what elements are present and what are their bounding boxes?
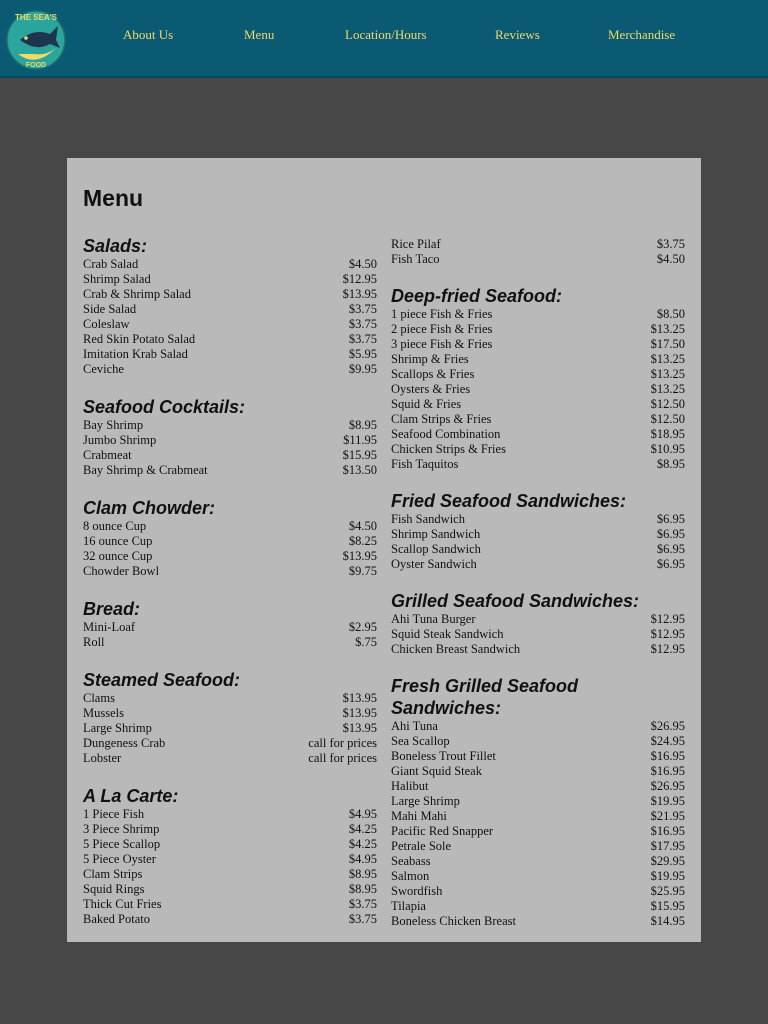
menu-item (391, 734, 685, 749)
menu-item (391, 352, 685, 367)
menu-item (83, 347, 377, 362)
menu-item (391, 442, 685, 457)
menu-item-price: $6.95 (656, 512, 685, 526)
menu-item-name: Fish Sandwich (391, 512, 465, 526)
menu-item-name: Halibut (391, 779, 429, 793)
menu-item (391, 382, 685, 397)
section-heading: Deep-fried Seafood: (391, 286, 563, 306)
menu-item-name: Bay Shrimp (83, 418, 144, 432)
menu-item (83, 257, 377, 272)
menu-item-price: $21.95 (650, 809, 685, 823)
menu-item-price: $13.95 (342, 549, 377, 563)
menu-item-name: Red Skin Potato Salad (83, 332, 196, 346)
menu-item-name: Bay Shrimp & Crabmeat (83, 463, 208, 477)
menu-item (391, 764, 685, 779)
menu-item-price: $13.25 (650, 367, 685, 381)
menu-item-price: $10.95 (650, 442, 685, 456)
menu-item (83, 332, 377, 347)
menu-item (391, 367, 685, 382)
nav-menu[interactable]: Menu (244, 27, 275, 42)
menu-item-price: $2.95 (348, 620, 377, 634)
menu-item (391, 824, 685, 839)
menu-item-price: $16.95 (650, 824, 685, 838)
menu-item-price: $19.95 (650, 794, 685, 808)
menu-item-price: $24.95 (650, 734, 685, 748)
menu-item-name: Ceviche (83, 362, 124, 376)
menu-item (391, 612, 685, 627)
menu-item-price: $11.95 (343, 433, 377, 447)
menu-item-name: Large Shrimp (391, 794, 460, 808)
menu-item-name: Mahi Mahi (391, 809, 447, 823)
menu-item-name: Fish Taquitos (391, 457, 459, 471)
menu-item-price: $3.75 (348, 332, 377, 346)
menu-item (391, 779, 685, 794)
menu-item (391, 899, 685, 914)
menu-item-price: $15.95 (650, 899, 685, 913)
site-header (0, 0, 768, 78)
menu-item-name: Chowder Bowl (83, 564, 160, 578)
menu-item-name: Crab & Shrimp Salad (83, 287, 191, 301)
menu-item-price: $16.95 (650, 749, 685, 763)
menu-item (391, 884, 685, 899)
menu-item (391, 527, 685, 542)
menu-item-price: $12.95 (650, 642, 685, 656)
menu-item-name: 2 piece Fish & Fries (391, 322, 493, 336)
menu-item-name: 8 ounce Cup (83, 519, 147, 533)
menu-item (83, 635, 377, 650)
menu-item-price: $3.75 (348, 317, 377, 331)
menu-item-name: 3 Piece Shrimp (83, 822, 160, 836)
menu-item-name: Oysters & Fries (391, 382, 471, 396)
menu-panel (67, 158, 701, 942)
menu-item-price: $13.95 (342, 706, 377, 720)
menu-item-price: $4.50 (656, 252, 685, 266)
menu-item-name: Pacific Red Snapper (391, 824, 494, 838)
menu-item (391, 642, 685, 657)
menu-item-name: Baked Potato (83, 912, 151, 926)
menu-item-price: $4.95 (348, 852, 377, 866)
menu-item-name: Chicken Strips & Fries (391, 442, 506, 456)
menu-item (83, 852, 377, 867)
menu-item-price: $15.95 (342, 448, 377, 462)
menu-item-price: $6.95 (656, 527, 685, 541)
menu-item-price: $3.75 (348, 912, 377, 926)
menu-section-fresh-grilled-seafood (391, 675, 685, 929)
menu-item-name: 16 ounce Cup (83, 534, 153, 548)
menu-item-price: $5.95 (348, 347, 377, 361)
page-title: Menu (83, 185, 144, 211)
menu-item (391, 237, 685, 252)
menu-item-name: Shrimp & Fries (391, 352, 469, 366)
menu-item-name: Boneless Trout Fillet (391, 749, 496, 763)
menu-item-price: $8.95 (656, 457, 685, 471)
menu-item-price: $17.95 (650, 839, 685, 853)
menu-section-bread (83, 598, 377, 650)
menu-section-grilled-seafood-sandwiches (391, 590, 685, 657)
menu-item (391, 542, 685, 557)
menu-item-price: $8.95 (348, 418, 377, 432)
menu-item-name: Thick Cut Fries (83, 897, 162, 911)
nav-location-hours[interactable]: Location/Hours (345, 27, 427, 42)
menu-item-name: 5 Piece Scallop (83, 837, 161, 851)
menu-column-left (83, 235, 377, 927)
section-heading: Fried Seafood Sandwiches: (391, 491, 627, 511)
menu-item-price: $29.95 (650, 854, 685, 868)
menu-item-name: Mussels (83, 706, 124, 720)
menu-item-name: Side Salad (83, 302, 137, 316)
menu-item-price: $8.25 (348, 534, 377, 548)
menu-item-price: $3.75 (348, 897, 377, 911)
menu-item-name: Salmon (391, 869, 430, 883)
menu-item-price: $26.95 (650, 779, 685, 793)
menu-item (83, 272, 377, 287)
menu-item-name: Squid & Fries (391, 397, 462, 411)
fish-logo-icon[interactable] (6, 10, 66, 70)
menu-section-steamed-seafood (83, 669, 377, 766)
menu-item (83, 807, 377, 822)
menu-item-name: Large Shrimp (83, 721, 152, 735)
menu-item (83, 287, 377, 302)
menu-item-price: $13.95 (342, 721, 377, 735)
logo-text-top: THE SEA'S (15, 13, 57, 22)
menu-item (83, 433, 377, 448)
menu-item-name: Rice Pilaf (391, 237, 441, 251)
menu-item (83, 463, 377, 478)
menu-item-price: $12.95 (342, 272, 377, 286)
menu-item (83, 736, 377, 751)
menu-item-price: $.75 (355, 635, 377, 649)
menu-item-name: Crabmeat (83, 448, 132, 462)
menu-item-price: $3.75 (348, 302, 377, 316)
menu-item-name: Lobster (83, 751, 122, 765)
menu-item (83, 691, 377, 706)
menu-item-price: $19.95 (650, 869, 685, 883)
menu-item-price: $16.95 (650, 764, 685, 778)
menu-section-deep-fried-seafood (391, 285, 685, 472)
menu-item (83, 620, 377, 635)
menu-item (83, 912, 377, 927)
menu-section-clam-chowder (83, 497, 377, 579)
menu-item (391, 457, 685, 472)
menu-item (391, 914, 685, 929)
menu-item (83, 317, 377, 332)
menu-item-price: $8.50 (656, 307, 685, 321)
menu-item (83, 837, 377, 852)
menu-item-price: $8.95 (348, 867, 377, 881)
menu-item-price: $13.25 (650, 382, 685, 396)
menu-item-name: Boneless Chicken Breast (391, 914, 516, 928)
menu-item-name: Roll (83, 635, 105, 649)
menu-item-name: Imitation Krab Salad (83, 347, 188, 361)
menu-item-name: Jumbo Shrimp (83, 433, 157, 447)
menu-item-name: 1 Piece Fish (83, 807, 145, 821)
menu-section-fried-seafood-sandwiches (391, 490, 685, 572)
nav-reviews[interactable]: Reviews (495, 27, 540, 42)
menu-item-name: Swordfish (391, 884, 443, 898)
menu-item-price: $13.95 (342, 287, 377, 301)
menu-item-price: $18.95 (650, 427, 685, 441)
menu-item (83, 534, 377, 549)
section-heading: A La Carte: (83, 786, 179, 806)
menu-item-name: Ahi Tuna Burger (391, 612, 476, 626)
menu-item-price: $12.50 (650, 397, 685, 411)
menu-item-name: Clam Strips (83, 867, 143, 881)
menu-item-price: $4.25 (348, 822, 377, 836)
menu-item (391, 719, 685, 734)
menu-item-name: 32 ounce Cup (83, 549, 153, 563)
menu-item-price: $9.95 (348, 362, 377, 376)
menu-section-seafood-cocktails (83, 396, 377, 478)
menu-item-name: Sea Scallop (391, 734, 450, 748)
menu-item-name: Clams (83, 691, 115, 705)
menu-item-name: Petrale Sole (391, 839, 452, 853)
menu-item (83, 822, 377, 837)
menu-item-price: $3.75 (656, 237, 685, 251)
menu-item (83, 418, 377, 433)
logo-text-bottom: FOOD (25, 62, 47, 69)
menu-item-price: $26.95 (650, 719, 685, 733)
menu-item (391, 397, 685, 412)
section-heading: Fresh Grilled Seafood Sandwiches: (391, 676, 579, 718)
menu-item-name: Tilapia (391, 899, 426, 913)
menu-item-name: Squid Steak Sandwich (391, 627, 504, 641)
menu-item-name: Shrimp Salad (83, 272, 151, 286)
menu-item-price: $6.95 (656, 557, 685, 571)
menu-item-name: Oyster Sandwich (391, 557, 477, 571)
section-heading: Bread: (83, 599, 141, 619)
menu-item (391, 412, 685, 427)
section-heading: Clam Chowder: (83, 498, 216, 518)
menu-item (83, 706, 377, 721)
menu-item (391, 854, 685, 869)
menu-item (391, 337, 685, 352)
menu-item-price: $13.25 (650, 322, 685, 336)
section-heading: Steamed Seafood: (83, 670, 241, 690)
menu-item-price: $4.50 (348, 519, 377, 533)
menu-item-price: $14.95 (650, 914, 685, 928)
menu-item-name: Fish Taco (391, 252, 440, 266)
menu-item (83, 751, 377, 766)
menu-item (391, 749, 685, 764)
menu-item (391, 839, 685, 854)
menu-item (83, 549, 377, 564)
section-heading: Grilled Seafood Sandwiches: (391, 591, 640, 611)
menu-item-name: 5 Piece Oyster (83, 852, 156, 866)
menu-item-name: Shrimp Sandwich (391, 527, 481, 541)
menu-item-name: Mini-Loaf (83, 620, 136, 634)
menu-item-price: $9.75 (348, 564, 377, 578)
nav-about-us[interactable]: About Us (123, 27, 174, 42)
menu-item (83, 302, 377, 317)
menu-item (83, 564, 377, 579)
menu-section-salads (83, 235, 377, 377)
menu-item (83, 721, 377, 736)
menu-item-name: Scallops & Fries (391, 367, 475, 381)
menu-item-price: $8.95 (348, 882, 377, 896)
menu-item-price: $25.95 (650, 884, 685, 898)
menu-item-price: $17.50 (650, 337, 685, 351)
menu-section-a-la-carte (83, 785, 377, 927)
menu-item-price: $13.95 (342, 691, 377, 705)
menu-item-price: $12.95 (650, 612, 685, 626)
menu-item-name: Dungeness Crab (83, 736, 166, 750)
menu-item-name: Seabass (391, 854, 431, 868)
nav-merchandise[interactable]: Merchandise (608, 27, 676, 42)
section-heading: Seafood Cocktails: (83, 397, 246, 417)
menu-item-name: 1 piece Fish & Fries (391, 307, 493, 321)
menu-item-name: Chicken Breast Sandwich (391, 642, 521, 656)
menu-item (83, 897, 377, 912)
menu-item (83, 867, 377, 882)
menu-item-price: $13.50 (342, 463, 377, 477)
menu-item-price: call for prices (308, 751, 377, 765)
menu-item-name: Ahi Tuna (391, 719, 438, 733)
menu-item-price: $4.25 (348, 837, 377, 851)
menu-item-name: Crab Salad (83, 257, 139, 271)
menu-item (391, 512, 685, 527)
menu-item-price: $12.95 (650, 627, 685, 641)
menu-item (391, 869, 685, 884)
menu-item-name: Seafood Combination (391, 427, 501, 441)
menu-item-price: $13.25 (650, 352, 685, 366)
menu-item (391, 307, 685, 322)
menu-item-name: Scallop Sandwich (391, 542, 481, 556)
section-heading: Salads: (83, 236, 148, 256)
menu-item-name: Coleslaw (83, 317, 130, 331)
menu-item (83, 882, 377, 897)
menu-item-name: Squid Rings (83, 882, 145, 896)
menu-item (391, 627, 685, 642)
menu-item (391, 427, 685, 442)
menu-item-name: Clam Strips & Fries (391, 412, 492, 426)
menu-item (391, 809, 685, 824)
menu-item (83, 519, 377, 534)
menu-item (391, 252, 685, 267)
menu-item (83, 362, 377, 377)
menu-item-price: $4.95 (348, 807, 377, 821)
menu-item-price: $6.95 (656, 542, 685, 556)
menu-item-price: $4.50 (348, 257, 377, 271)
menu-item-price: call for prices (308, 736, 377, 750)
menu-item (83, 448, 377, 463)
menu-column-right (391, 237, 685, 929)
menu-item-name: Giant Squid Steak (391, 764, 482, 778)
menu-item (391, 557, 685, 572)
menu-item-name: 3 piece Fish & Fries (391, 337, 493, 351)
menu-item-price: $12.50 (650, 412, 685, 426)
menu-item (391, 794, 685, 809)
menu-section-continued (391, 237, 685, 267)
menu-item (391, 322, 685, 337)
